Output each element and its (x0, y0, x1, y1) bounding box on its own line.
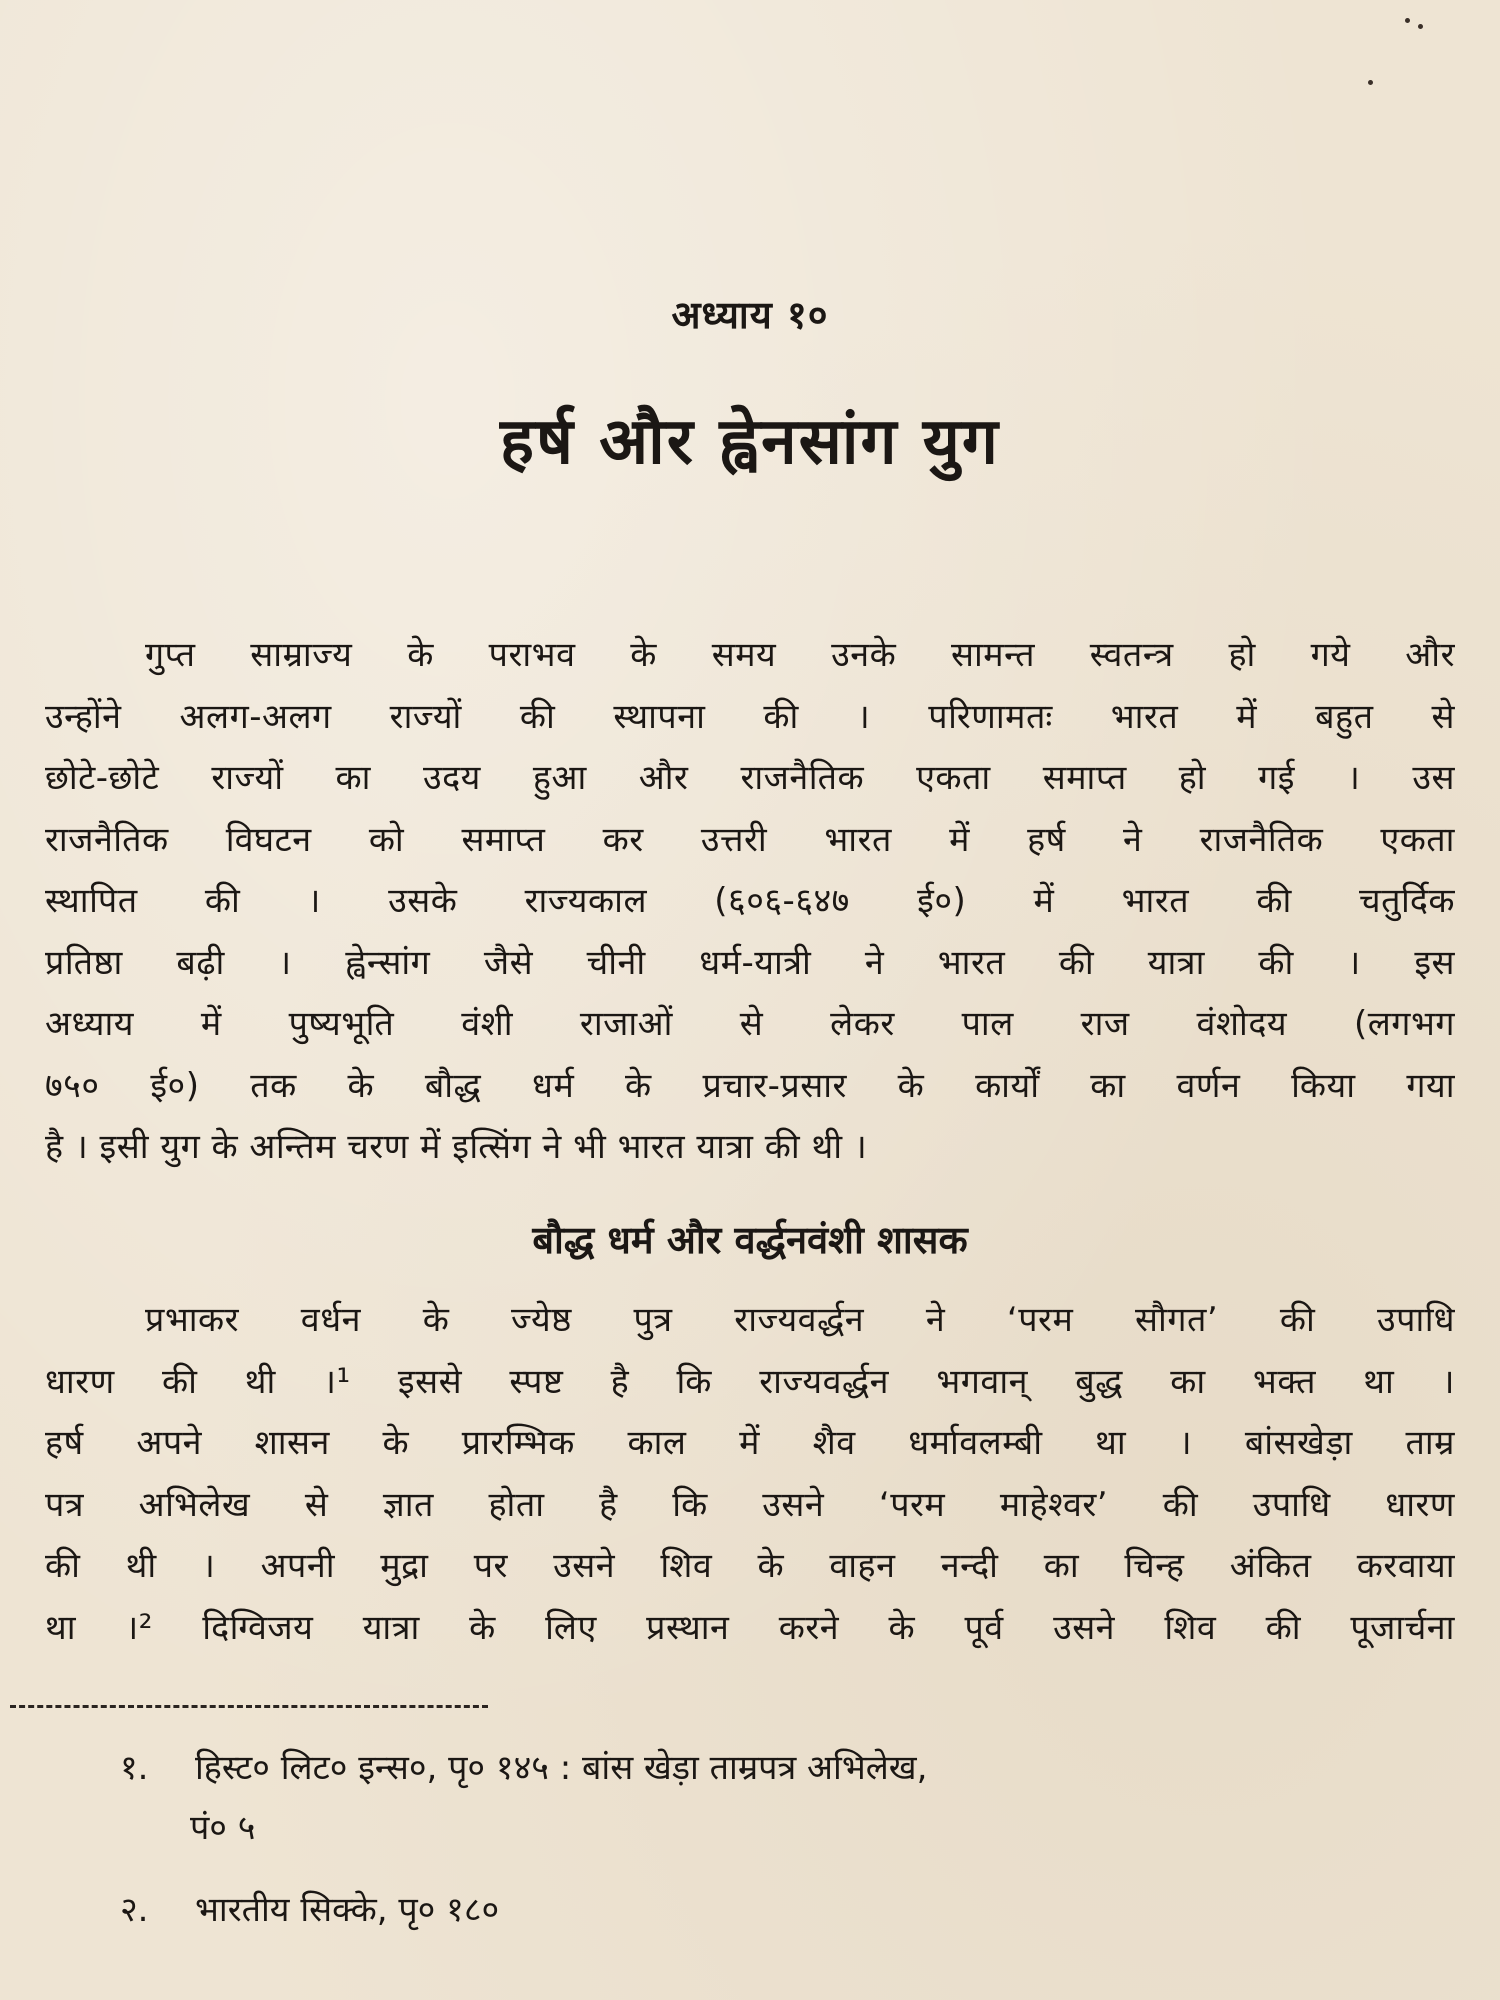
chapter-title: हर्ष और ह्वेनसांग युग (500, 405, 1000, 479)
ink-speck (1418, 24, 1423, 29)
ink-speck (1368, 80, 1373, 85)
intro-line: है । इसी युग के अन्तिम चरण में इत्सिंग ने भी भारत यात्रा की थी । (45, 1127, 868, 1167)
footnote-1 (120, 1738, 1440, 1798)
section-heading: बौद्ध धर्म और वर्द्धनवंशी शासक (532, 1218, 968, 1262)
intro-line: राजनैतिक विघटन को समाप्त कर उत्तरी भारत में हर्ष ने राजनैतिक एकता (45, 819, 1455, 860)
intro-line: उन्होंने अलग-अलग राज्यों की स्थापना की । परिणामतः भारत में बहुत से (45, 696, 1455, 737)
footnote-text: हिस्ट० लिट० इन्स०, पृ० १४५ : बांस खेड़ा ताम्रपत्र अभिलेख, (195, 1748, 928, 1788)
footnote-number: २. (120, 1890, 149, 1930)
intro-paragraph (45, 625, 1455, 1179)
intro-line: प्रतिष्ठा बढ़ी । ह्वेन्सांग जैसे चीनी धर्म-यात्री ने भारत की यात्रा की । इस (45, 942, 1455, 983)
intro-line: अध्याय में पुष्यभूति वंशी राजाओं से लेकर पाल राज वंशोदय (लगभग (45, 1004, 1455, 1044)
body-line: हर्ष अपने शासन के प्रारम्भिक काल में शैव धर्मावलम्बी था । बांसखेड़ा ताम्र (45, 1423, 1455, 1463)
chapter-label: अध्याय १० (671, 293, 829, 337)
footnote-number: १. (120, 1748, 149, 1788)
body-line: की थी । अपनी मुद्रा पर उसने शिव के वाहन नन्दी का चिन्ह अंकित करवाया (45, 1546, 1455, 1586)
body-paragraph (45, 1290, 1455, 1659)
body-line: प्रभाकर वर्धन के ज्येष्ठ पुत्र राज्यवर्द्धन ने ‘परम सौगत’ की उपाधि (145, 1300, 1455, 1340)
intro-line: ७५० ई०) तक के बौद्ध धर्म के प्रचार-प्रसार के कार्यों का वर्णन किया गया (45, 1065, 1455, 1106)
footnote-text: भारतीय सिक्के, पृ० १८० (195, 1890, 500, 1930)
intro-line: गुप्त साम्राज्य के पराभव के समय उनके सामन्त स्वतन्त्र हो गये और (145, 635, 1455, 675)
body-line: धारण की थी ।¹ इससे स्पष्ट है कि राज्यवर्द्धन भगवान् बुद्ध का भक्त था । (45, 1361, 1455, 1402)
footnote-1-continued: पं० ५ (190, 1808, 256, 1848)
footnote-divider (10, 1705, 488, 1708)
intro-line: छोटे-छोटे राज्यों का उदय हुआ और राजनैतिक एकता समाप्त हो गई । उस (45, 758, 1455, 798)
footnote-2 (120, 1880, 1440, 1940)
ink-speck (1405, 18, 1410, 23)
intro-line: स्थापित की । उसके राज्यकाल (६०६-६४७ ई०) में भारत की चतुर्दिक (45, 881, 1455, 921)
body-line: था ।² दिग्विजय यात्रा के लिए प्रस्थान करने के पूर्व उसने शिव की पूजार्चना (45, 1607, 1455, 1648)
body-line: पत्र अभिलेख से ज्ञात होता है कि उसने ‘परम माहेश्वर’ की उपाधि धारण (45, 1484, 1455, 1525)
